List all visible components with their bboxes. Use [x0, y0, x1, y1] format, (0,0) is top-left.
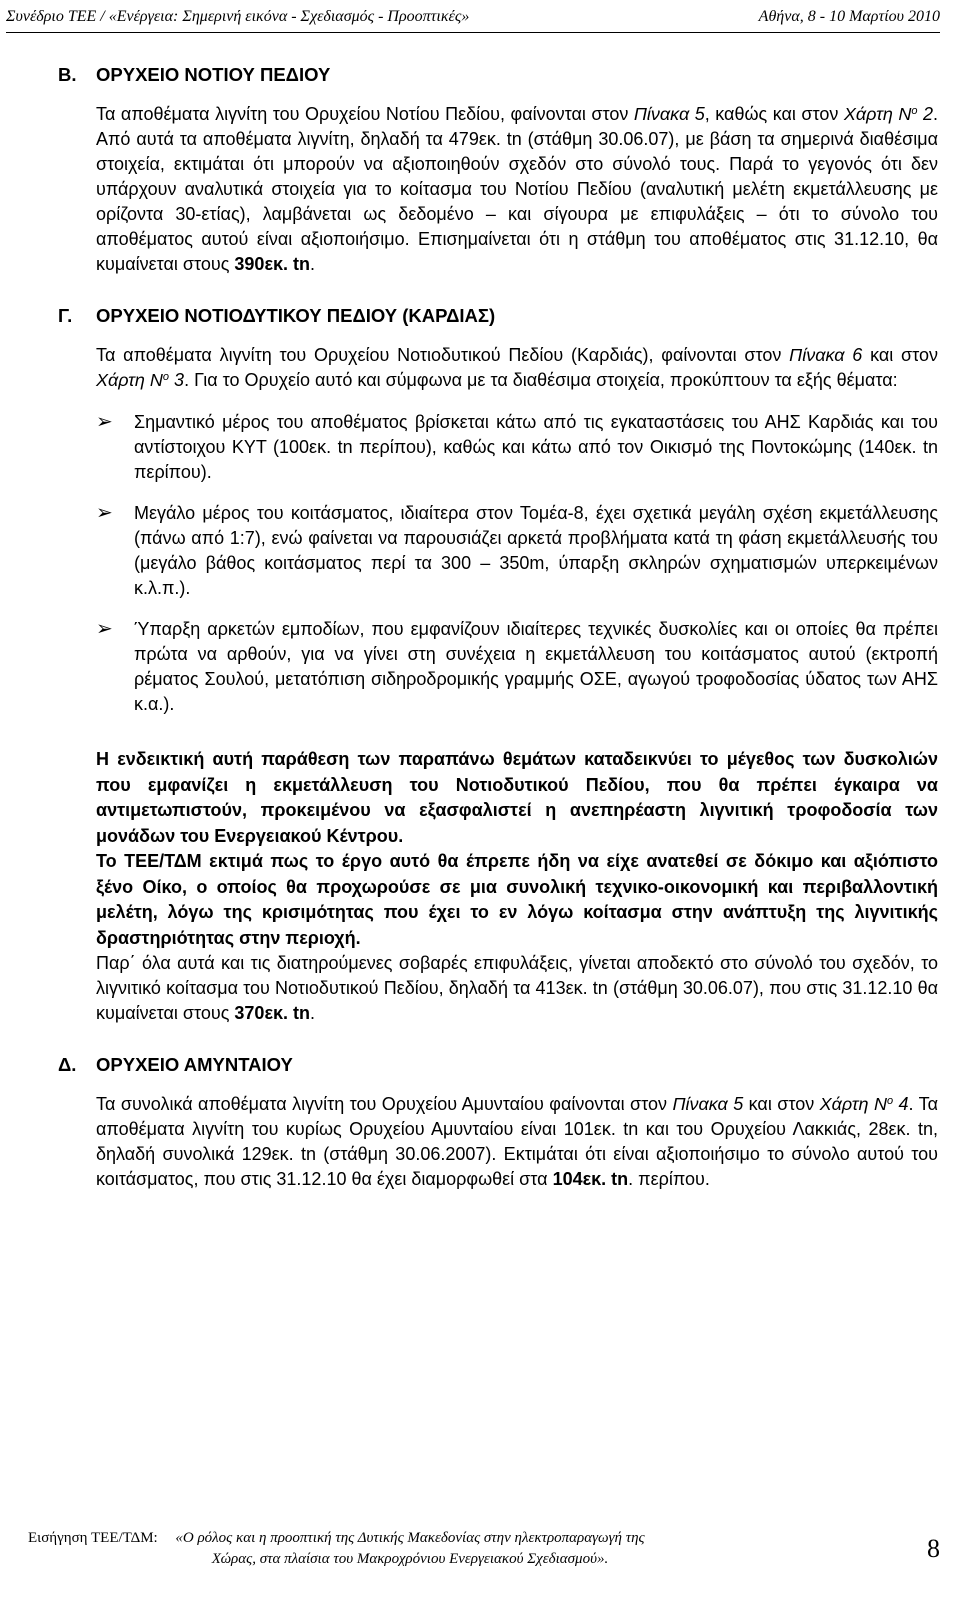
arrow-bullet-icon: ➢	[96, 618, 113, 640]
section-d-paragraph: Τα συνολικά αποθέματα λιγνίτη του Ορυχείου Αμυνταίου φαίνονται στον Πίνακα 5 και στον Χάρτη $N^o$ 4. Τα αποθέματα λιγνίτη του κυρίως Ορυχείου Αμυνταίου είναι 101εκ. tn και του Ορυχείου Λακκιάς, 28εκ. tn, δηλαδή συνολικά 129εκ. tn (στάθμη 30.06.2007). Εκτιμάται ότι είναι αξιοποιήσιμο το σύνολο αυτού του κοιτάσματος, που στις 31.12.10 θα έχει διαμορφωθεί στα 104εκ. tn. περίπου.	[96, 1094, 939, 1189]
section-letter: Δ.	[58, 1054, 77, 1075]
header-date-location: Αθήνα, 8 - 10 Μαρτίου 2010	[758, 8, 940, 25]
section-letter: Β.	[58, 64, 77, 85]
bold-value: 104εκ. tn	[552, 1169, 629, 1189]
issues-list	[96, 410, 938, 717]
section-c-summary: Παρ΄ όλα αυτά και τις διατηρούμενες σοβαρές επιφυλάξεις, γίνεται αποδεκτό στο σύνολό του σχεδόν, το λιγνιτικό κοίτασμα του Νοτιοδυτικού Πεδίου, δηλαδή τα 413εκ. tn (στάθμη 30.06.07), που στις 31.12.10 θα κυμαίνεται στους 370εκ. tn.	[96, 953, 938, 1023]
section-heading-c	[58, 303, 938, 329]
bold-value: 370εκ. tn	[234, 1003, 311, 1023]
page-number: 8	[927, 1534, 940, 1563]
section-title: ΟΡΥΧΕΙΟ ΝΟΤΙΟΔΥΤΙΚΟΥ ΠΕΔΙΟΥ (ΚΑΡΔΙΑΣ)	[96, 305, 496, 326]
section-b-paragraph: Τα αποθέματα λιγνίτη του Ορυχείου Νοτίου Πεδίου, φαίνονται στον Πίνακα 5, καθώς και στον Χάρτη $N^o$ 2. Από αυτά τα αποθέματα λιγνίτη, δηλαδή τα 479εκ. tn (στάθμη 30.06.07), με βάση τα σημερινά διαθέσιμα στοιχεία, εκτιμάται ότι μπορούν να αξιοποιηθούν σχεδόν στο σύνολό τους. Παρά το γεγονός ότι δεν υπάρχουν αναλυτικά στοιχεία για το κοίτασμα του Νοτίου Πεδίου (αναλυτική μελέτη εκμετάλλευσης με ορίζοντα 30-ετίας), λαμβάνεται ως δεδομένο – και σίγουρα με επιφυλάξεις – ότι το σύνολο του αποθέματος αυτού είναι αξιοποιήσιμο. Επισημαίνεται ότι η στάθμη του αποθέματος στις 31.12.10, θα κυμαίνεται στους 390εκ. tn.	[96, 104, 938, 274]
arrow-bullet-icon: ➢	[96, 502, 113, 524]
bold-conclusion-1: Η ενδεικτική αυτή παράθεση των παραπάνω θεμάτων καταδεικνύει το μέγεθος των δυσκολιών που εμφανίζει η εκμετάλλευση του Νοτιοδυτικού Πεδίου, που θα πρέπει έγκαιρα να αντιμετωπιστούν, προκειμένου να εξασφαλιστεί η ανεπηρέαστη λιγνιτική τροφοδοσία των μονάδων του Ενεργειακού Κέντρου.	[96, 749, 938, 846]
list-item: ➢ Σημαντικό μέρος του αποθέματος βρίσκεται κάτω από τις εγκαταστάσεις του ΑΗΣ Καρδιάς και του αντίστοιχου ΚΥΤ (100εκ. tn περίπου), καθώς και κάτω από τον Οικισμό της Ποντοκώμης (140εκ. tn περίπου).	[96, 411, 938, 482]
arrow-bullet-icon: ➢	[96, 411, 113, 433]
section-title: ΟΡΥΧΕΙΟ ΝΟΤΙΟΥ ΠΕΔΙΟΥ	[96, 64, 331, 85]
footer-title-line-2: Χώρας, στα πλαίσια του Μακροχρόνιου Ενεργειακού Σχεδιασμού».	[211, 1551, 609, 1567]
document-body	[58, 62, 938, 1192]
header-conference-title: Συνέδριο ΤΕΕ / «Ενέργεια: Σημερινή εικόνα - Σχεδιασμός - Προοπτικές»	[6, 8, 470, 25]
list-item: ➢ Ύπαρξη αρκετών εμποδίων, που εμφανίζουν ιδιαίτερες τεχνικές δυσκολίες και οι οποίες θα πρέπει πρώτα να αρθούν, για να γίνει στη συνέχεια η εκμετάλλευση του κοιτάσματος αυτού (εκτροπή ρέματος Σουλού, μετατόπιση σιδηροδρομικής γραμμής ΟΣΕ, αγωγού τροφοδοσίας ύδατος των ΑΗΣ κ.α.).	[96, 618, 938, 714]
section-letter: Γ.	[58, 305, 73, 326]
footer-title	[150, 1528, 670, 1570]
bold-value: 390εκ. tn	[234, 254, 311, 274]
footer-label: Εισήγηση ΤΕΕ/ΤΔΜ:	[28, 1530, 158, 1546]
section-heading-b	[58, 62, 938, 88]
running-footer	[28, 1528, 940, 1588]
section-heading-d	[58, 1052, 938, 1078]
running-header	[6, 2, 940, 33]
bold-conclusion-2: Το ΤΕΕ/ΤΔΜ εκτιμά πως το έργο αυτό θα έπρεπε ήδη να είχε ανατεθεί σε δόκιμο και αξιόπιστο ξένο Οίκο, ο οποίος θα προχωρούσε σε μια συνολική τεχνικο-οικονομική και περιβαλλοντική μελέτη, λόγω της κρισιμότητας που έχει το εν λόγω κοίτασμα στην ανάπτυξη της λιγνιτικής δραστηριότητας στην περιοχή.	[96, 851, 938, 948]
section-c-paragraph: Τα αποθέματα λιγνίτη του Ορυχείου Νοτιοδυτικού Πεδίου (Καρδιάς), φαίνονται στον Πίνακα 6 και στον Χάρτη $N^o$ 3. Για το Ορυχείο αυτό και σύμφωνα με τα διαθέσιμα στοιχεία, προκύπτουν τα εξής θέματα:	[96, 345, 938, 390]
section-title: ΟΡΥΧΕΙΟ ΑΜΥΝΤΑΙΟΥ	[96, 1054, 293, 1075]
list-item: ➢ Μεγάλο μέρος του κοιτάσματος, ιδιαίτερα στον Τομέα-8, έχει σχετικά μεγάλη σχέση εκμετάλλευσης (πάνω από 1:7), ενώ φαίνεται να παρουσιάζει αρκετά προβλήματα κατά τη φάση εκμετάλλευσής του (μεγάλο βάθος κοιτάσματος περί τα 300 – 350m, ύπαρξη σκληρών σχηματισμών υπερκειμένων κ.λ.π.).	[96, 502, 938, 598]
footer-title-line-1: «Ο ρόλος και η προοπτική της Δυτικής Μακεδονίας στην ηλεκτροπαραγωγή της	[175, 1530, 645, 1546]
